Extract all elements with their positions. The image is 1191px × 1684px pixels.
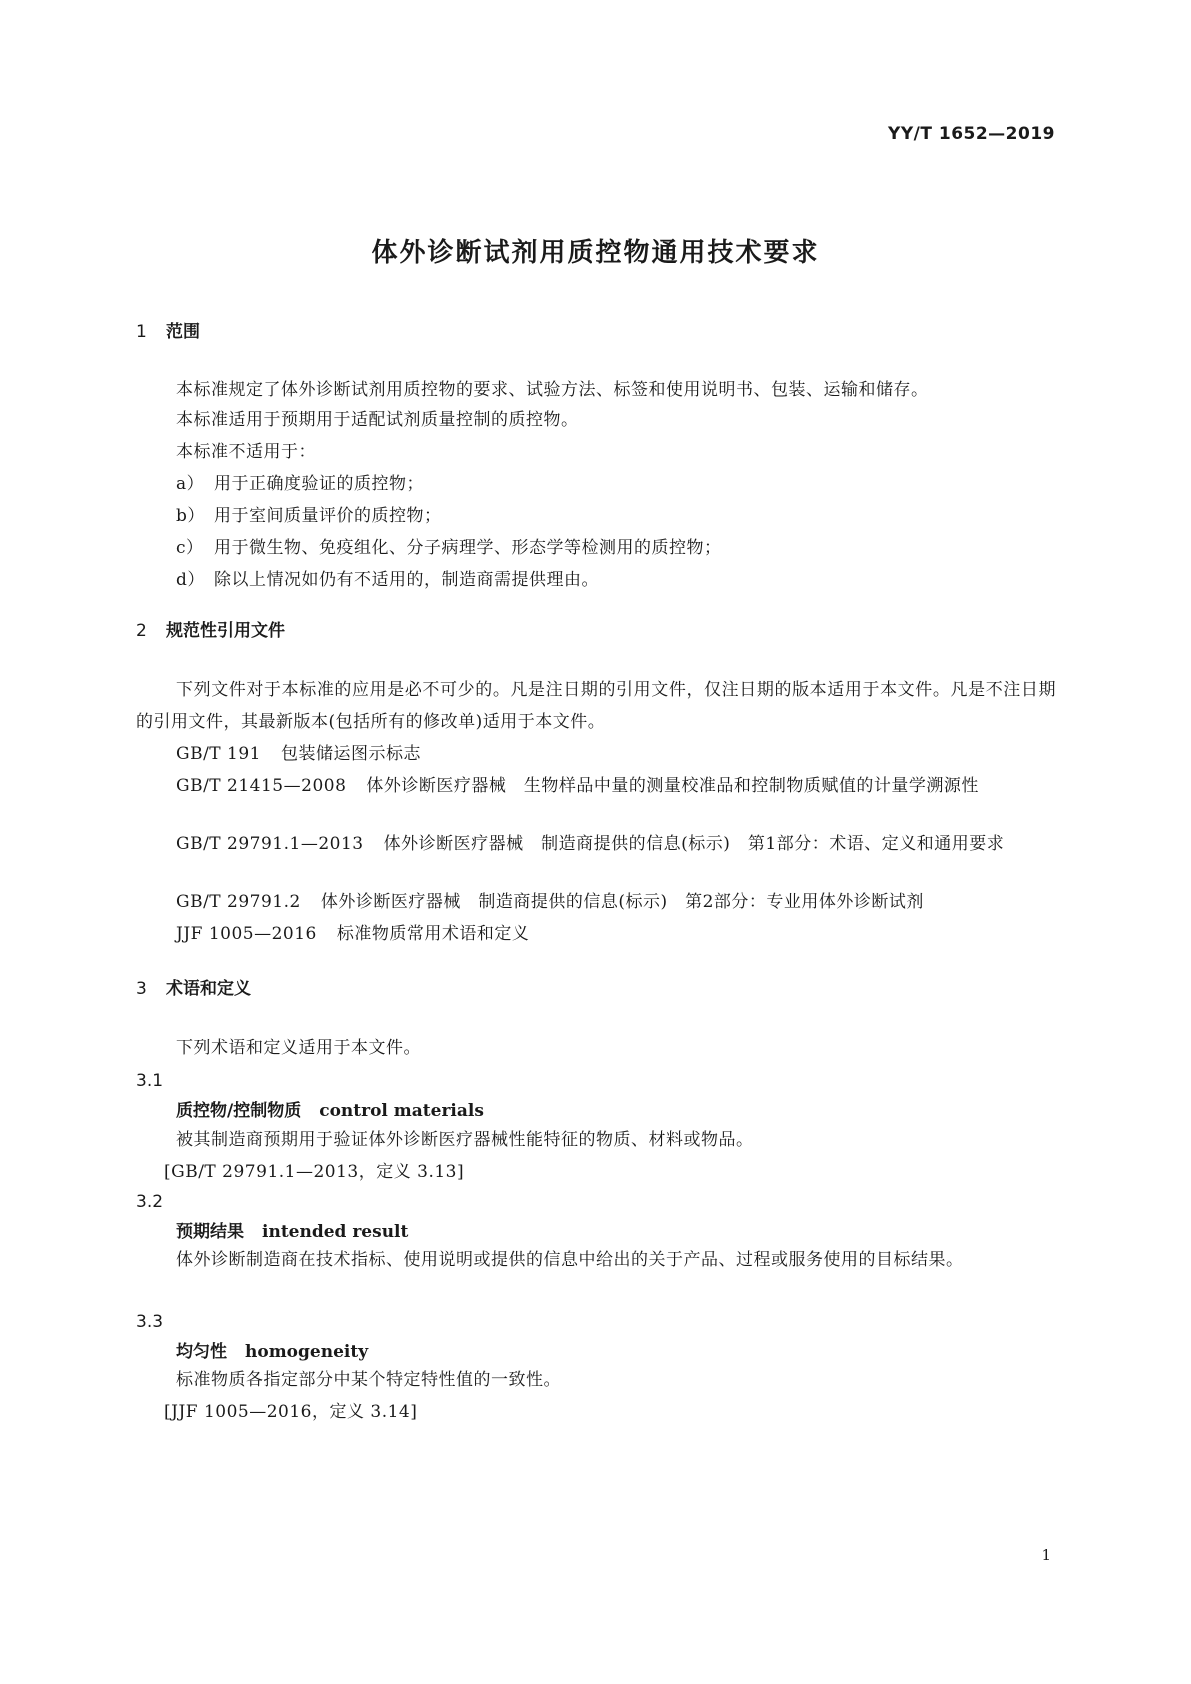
section-1-number: 1 — [136, 322, 147, 342]
reference-title: 体外诊断医疗器械 制造商提供的信息(标示) 第2部分：专业用体外诊断试剂 — [320, 892, 924, 912]
reference-code: GB/T 21415—2008 — [176, 776, 347, 796]
section-3-title: 术语和定义 — [166, 979, 251, 999]
list-item-label: a） — [176, 474, 205, 494]
list-item-label: b） — [176, 506, 205, 526]
term-en: homogeneity — [245, 1342, 369, 1362]
reference-title: 包装储运图示标志 — [281, 744, 421, 764]
reference-5 — [136, 918, 1056, 950]
section-2-number: 2 — [136, 621, 147, 641]
list-item-text: 用于正确度验证的质控物； — [214, 474, 424, 494]
section-1-title: 范围 — [166, 322, 200, 342]
reference-code: GB/T 29791.1—2013 — [176, 834, 364, 854]
list-item-label: c） — [176, 538, 204, 558]
term-3-3-heading — [176, 1342, 368, 1362]
term-en: intended result — [262, 1222, 409, 1242]
section-3-number: 3 — [136, 979, 147, 999]
list-item-text: 除以上情况如仍有不适用的，制造商需提供理由。 — [214, 570, 599, 590]
term-3-1-definition: 被其制造商预期用于验证体外诊断医疗器械性能特征的物质、材料或物品。 — [176, 1130, 754, 1150]
list-item-c — [176, 538, 1056, 558]
section-2-title: 规范性引用文件 — [166, 621, 285, 641]
reference-code: GB/T 191 — [176, 744, 261, 764]
term-3-1-number: 3.1 — [136, 1071, 164, 1091]
term-zh: 质控物/控制物质 — [176, 1101, 302, 1121]
page-number: 1 — [1041, 1546, 1051, 1564]
term-3-1-heading — [176, 1101, 484, 1121]
list-item-a — [176, 474, 1056, 494]
reference-title: 体外诊断医疗器械 生物样品中量的测量校准品和控制物质赋值的计量学溯源性 — [366, 776, 979, 796]
reference-4 — [136, 886, 1056, 918]
list-item-label: d） — [176, 570, 205, 590]
section-2-heading — [136, 621, 285, 641]
term-3-2-heading — [176, 1222, 408, 1242]
section-1-heading — [136, 322, 200, 342]
list-item-text: 用于微生物、免疫组化、分子病理学、形态学等检测用的质控物； — [214, 538, 722, 558]
list-item-d — [176, 570, 1056, 590]
term-3-3-definition: 标准物质各指定部分中某个特定特性值的一致性。 — [176, 1370, 561, 1390]
section-1-paragraph-1: 本标准规定了体外诊断试剂用质控物的要求、试验方法、标签和使用说明书、包装、运输和储存。 — [176, 380, 929, 400]
list-item-text: 用于室间质量评价的质控物； — [214, 506, 442, 526]
section-2-intro: 下列文件对于本标准的应用是必不可少的。凡是注日期的引用文件，仅注日期的版本适用于本文件。凡是不注日期的引用文件，其最新版本(包括所有的修改单)适用于本文件。 — [136, 680, 1056, 732]
section-1-paragraph-2: 本标准适用于预期用于适配试剂质量控制的质控物。 — [176, 410, 579, 430]
reference-code: GB/T 29791.2 — [176, 892, 301, 912]
list-item-b — [176, 506, 1056, 526]
term-zh: 均匀性 — [176, 1342, 227, 1362]
term-3-1-source: [GB/T 29791.1—2013，定义 3.13] — [164, 1162, 465, 1182]
reference-code: JJF 1005—2016 — [176, 924, 317, 944]
term-3-2-definition: 体外诊断制造商在技术指标、使用说明或提供的信息中给出的关于产品、过程或服务使用的目标结果。 — [176, 1250, 964, 1270]
term-en: control materials — [319, 1101, 484, 1121]
section-3-intro: 下列术语和定义适用于本文件。 — [176, 1038, 421, 1058]
term-3-3-number: 3.3 — [136, 1312, 164, 1332]
section-3-heading — [136, 979, 251, 999]
term-3-3-source: [JJF 1005—2016，定义 3.14] — [164, 1402, 418, 1422]
reference-1 — [136, 738, 1056, 770]
reference-title: 体外诊断医疗器械 制造商提供的信息(标示) 第1部分：术语、定义和通用要求 — [383, 834, 1005, 854]
standard-code: YY/T 1652—2019 — [888, 124, 1055, 144]
reference-2 — [136, 770, 1056, 802]
section-1-paragraph-3: 本标准不适用于： — [176, 442, 316, 462]
reference-title: 标准物质常用术语和定义 — [336, 924, 530, 944]
term-3-2-number: 3.2 — [136, 1192, 164, 1212]
term-zh: 预期结果 — [176, 1222, 244, 1242]
reference-3 — [136, 828, 1056, 860]
document-title: 体外诊断试剂用质控物通用技术要求 — [371, 238, 820, 268]
